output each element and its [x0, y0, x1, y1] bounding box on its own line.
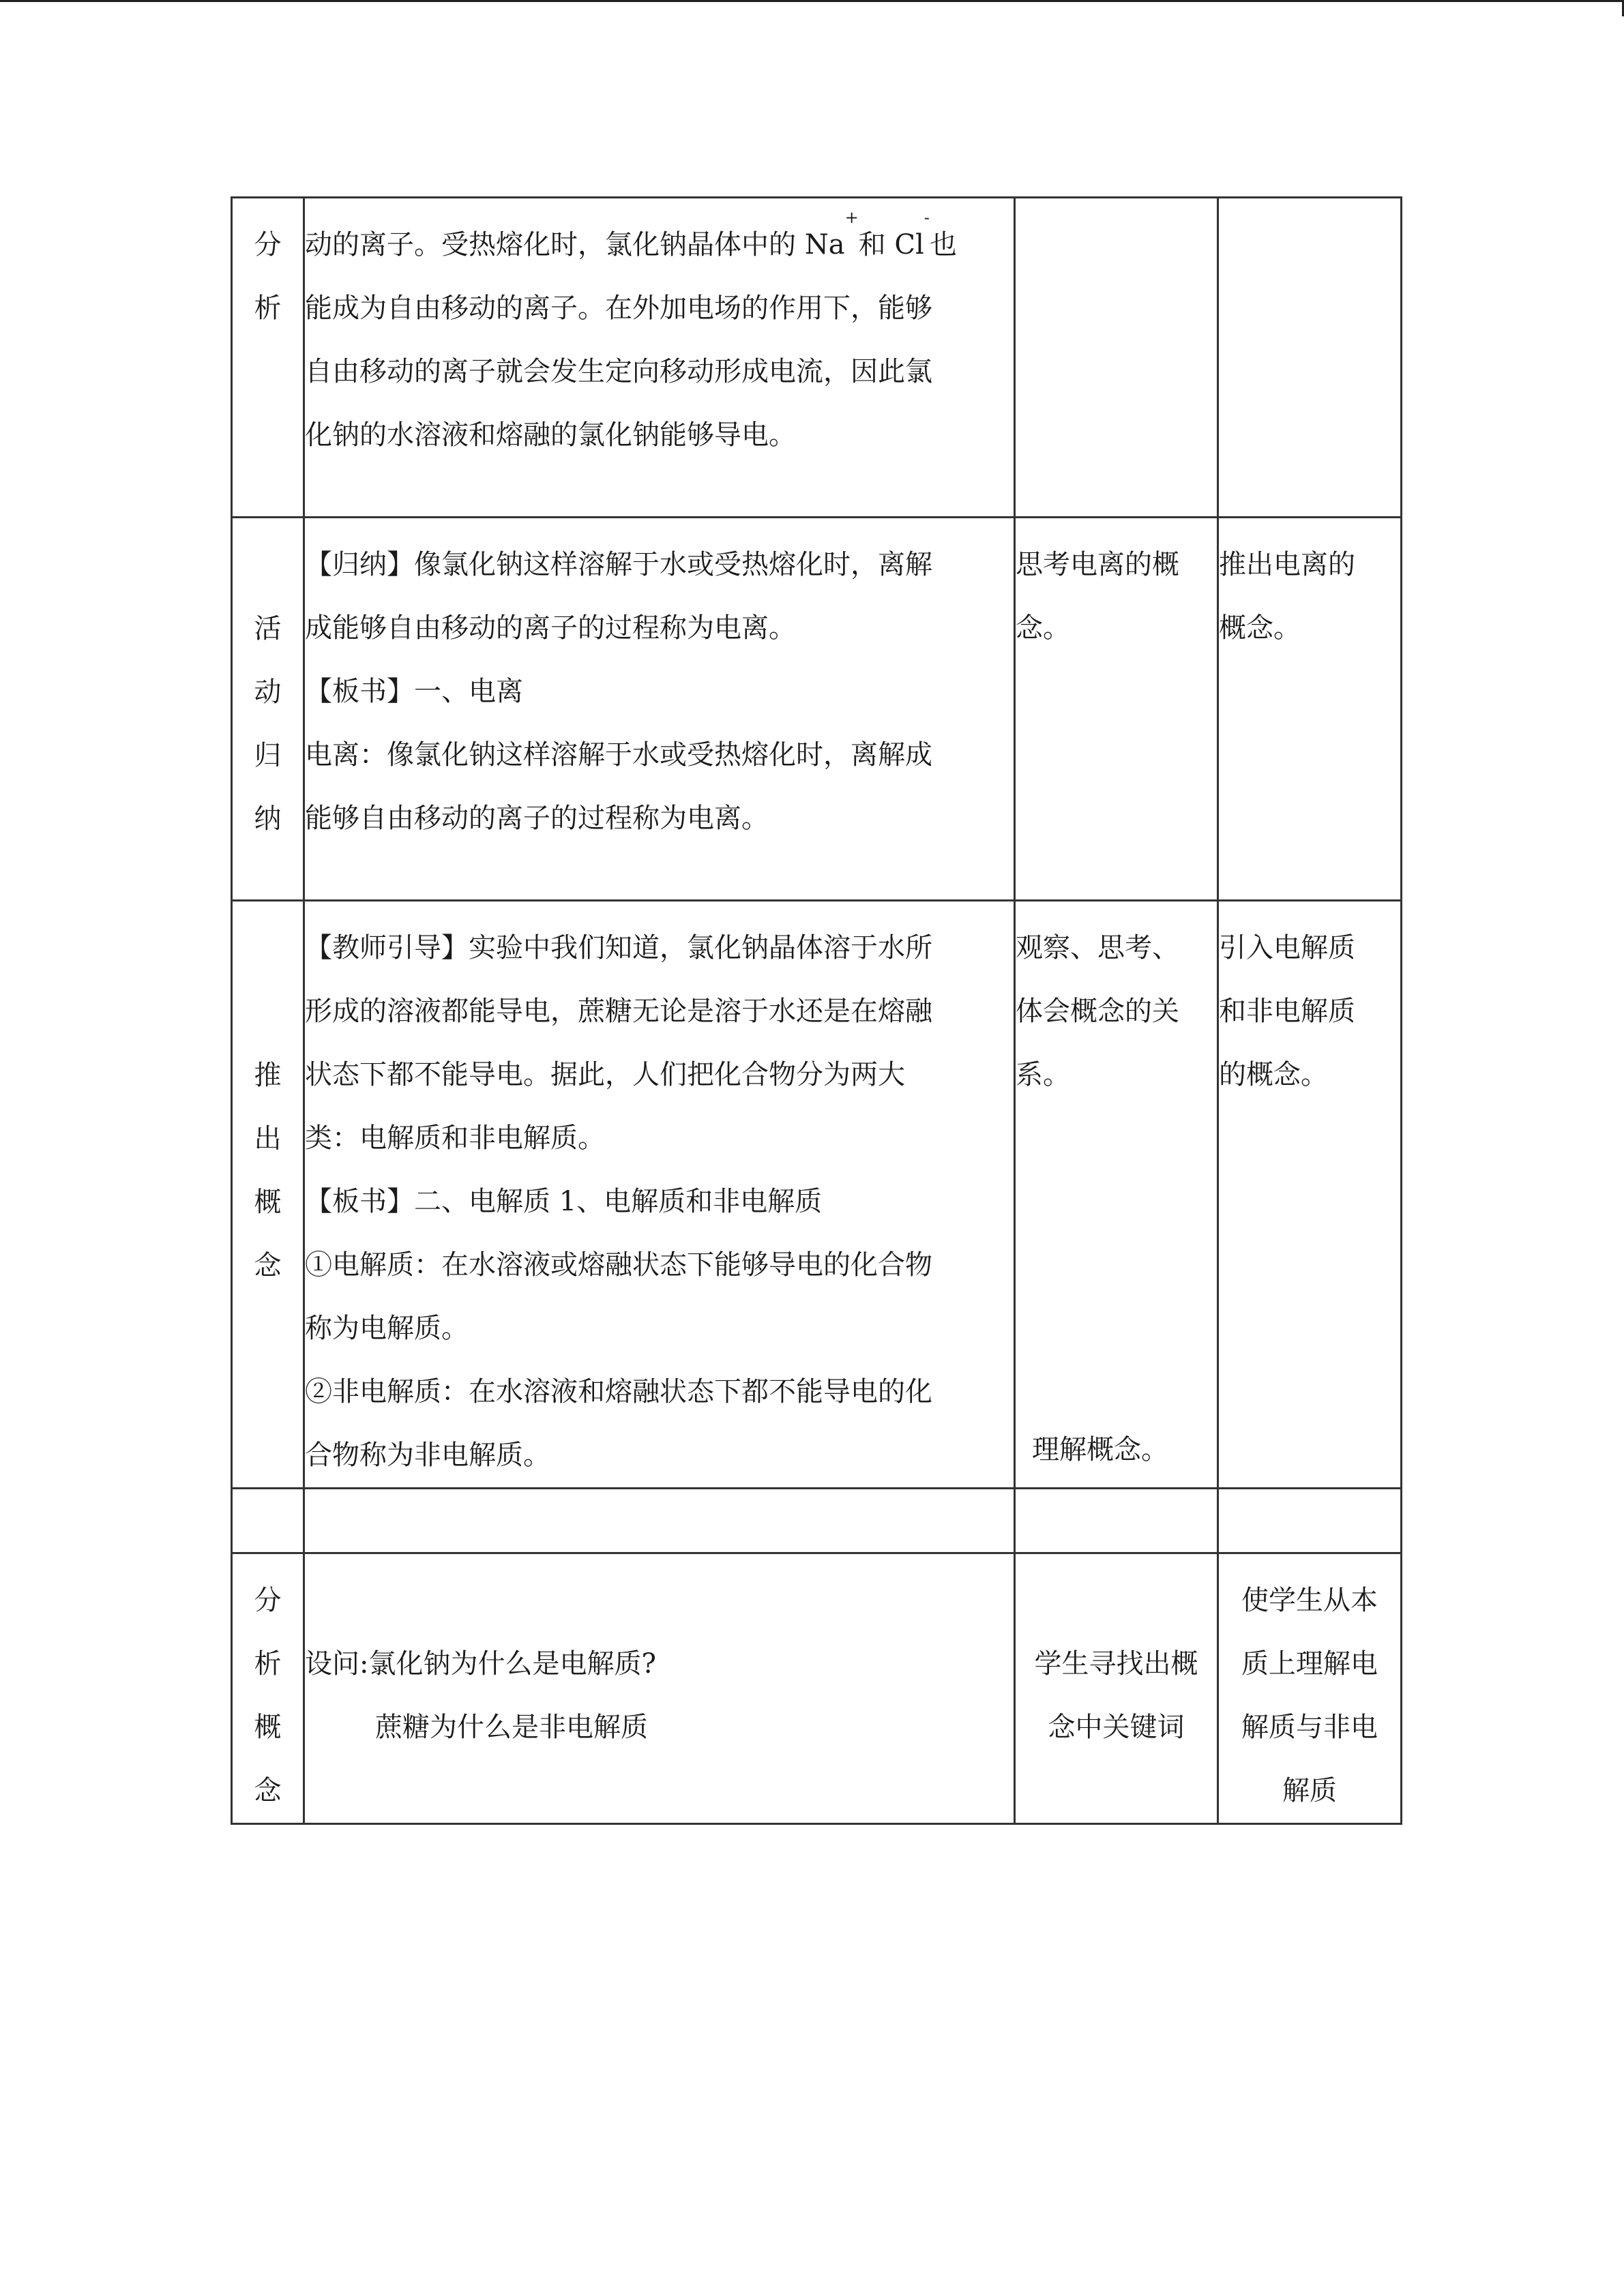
design-intent-line: 概念。 — [1219, 612, 1301, 644]
content-line: 状态下都不能导电。据此，人们把化合物分为两大 — [305, 1059, 905, 1090]
design-intent-line: 解质与非电 — [1241, 1712, 1378, 1743]
student-activity-line: 学生寻找出概 — [1034, 1648, 1198, 1680]
student-activity-line: 思考电离的概 — [1016, 549, 1179, 580]
design-intent-line: 引入电解质 — [1219, 932, 1355, 964]
design-intent-line: 的概念。 — [1219, 1059, 1328, 1090]
table-row — [232, 1553, 1402, 1824]
content-line: 【归纳】像氯化钠这样溶解于水或受热熔化时，离解 — [305, 549, 932, 580]
student-activity-cell — [1015, 198, 1218, 518]
stage-char: 纳 — [254, 803, 282, 835]
page-top-border — [0, 0, 1624, 2]
content-line: 自由移动的离子就会发生定向移动形成电流，因此氯 — [305, 356, 932, 387]
lesson-plan-table — [231, 196, 1402, 1825]
content-line: ①电解质：在水溶液或熔融状态下能够导电的化合物 — [305, 1249, 932, 1281]
content-line: 能够自由移动的离子的过程称为电离。 — [305, 803, 769, 834]
student-activity-cell — [1015, 1553, 1218, 1824]
content-line: 合物称为非电解质。 — [305, 1440, 550, 1471]
design-intent-cell — [1218, 1553, 1402, 1824]
student-activity-cell — [1015, 518, 1218, 901]
content-line: 类：电解质和非电解质。 — [305, 1122, 605, 1154]
content-line: 形成的溶液都能导电，蔗糖无论是溶于水还是在熔融 — [305, 996, 932, 1027]
design-intent-cell — [1218, 518, 1402, 901]
stage-cell — [232, 518, 304, 901]
design-intent-line: 推出电离的 — [1219, 549, 1355, 580]
stage-char: 概 — [254, 1187, 282, 1218]
stage-char: 概 — [254, 1712, 282, 1743]
design-intent-line: 和非电解质 — [1219, 996, 1355, 1027]
content-line: ②非电解质：在水溶液和熔融状态下都不能导电的化 — [305, 1376, 932, 1407]
content-line: 成能够自由移动的离子的过程称为电离。 — [305, 612, 796, 644]
stage-char: 归 — [254, 740, 282, 771]
content-line: 设问:氯化钠为什么是电解质? — [305, 1648, 656, 1680]
stage-char: 析 — [254, 293, 282, 324]
table-row — [232, 198, 1402, 518]
student-activity-line: 系。 — [1016, 1059, 1070, 1090]
stage-cell — [232, 1553, 304, 1824]
content-line: 蔗糖为什么是非电解质 — [375, 1712, 648, 1743]
design-intent-line: 质上理解电 — [1241, 1648, 1378, 1680]
stage-char: 动 — [254, 676, 282, 708]
stage-char: 出 — [254, 1123, 282, 1154]
stage-cell — [232, 198, 304, 518]
student-activity-footer: 理解概念。 — [1032, 1434, 1168, 1465]
stage-char: 念 — [254, 1775, 282, 1806]
stage-cell — [232, 1489, 304, 1553]
stage-char: 念 — [254, 1250, 282, 1281]
table-row — [232, 518, 1402, 901]
student-activity-line: 念。 — [1016, 612, 1070, 644]
stage-char: 分 — [254, 229, 282, 260]
design-intent-cell — [1218, 198, 1402, 518]
student-activity-cell — [1015, 901, 1218, 1489]
content-line: 称为电解质。 — [305, 1313, 469, 1344]
content-line: 【板书】二、电解质 1、电解质和非电解质 — [305, 1186, 823, 1217]
content-line: 电离：像氯化钠这样溶解于水或受热熔化时，离解成 — [305, 739, 932, 771]
content-cell — [304, 1489, 1015, 1553]
content-line: 【板书】一、电离 — [305, 676, 523, 707]
stage-char: 析 — [254, 1648, 282, 1680]
content-cell — [304, 198, 1015, 518]
content-line: 化钠的水溶液和熔融的氯化钠能够导电。 — [305, 419, 796, 451]
design-intent-cell — [1218, 901, 1402, 1489]
content-cell — [304, 1553, 1015, 1824]
content-line: 【教师引导】实验中我们知道，氯化钠晶体溶于水所 — [305, 932, 932, 964]
content-cell — [304, 518, 1015, 901]
design-intent-line: 解质 — [1282, 1775, 1337, 1806]
stage-char: 推 — [254, 1060, 282, 1091]
stage-char: 活 — [254, 613, 282, 644]
student-activity-line: 体会概念的关 — [1016, 996, 1179, 1027]
student-activity-line: 念中关键词 — [1048, 1712, 1185, 1743]
stage-cell — [232, 901, 304, 1489]
stage-char: 分 — [254, 1585, 282, 1616]
content-line: 能成为自由移动的离子。在外加电场的作用下，能够 — [305, 293, 932, 324]
content-cell — [304, 901, 1015, 1489]
table-row — [232, 901, 1402, 1489]
design-intent-cell — [1218, 1489, 1402, 1553]
content-line: 动的离子。受热熔化时，氯化钠晶体中的 Na+和 Cl-也 — [305, 208, 957, 260]
table-row-empty — [232, 1489, 1402, 1553]
design-intent-line: 使学生从本 — [1241, 1585, 1378, 1616]
student-activity-line: 观察、思考、 — [1016, 932, 1179, 964]
student-activity-cell — [1015, 1489, 1218, 1553]
